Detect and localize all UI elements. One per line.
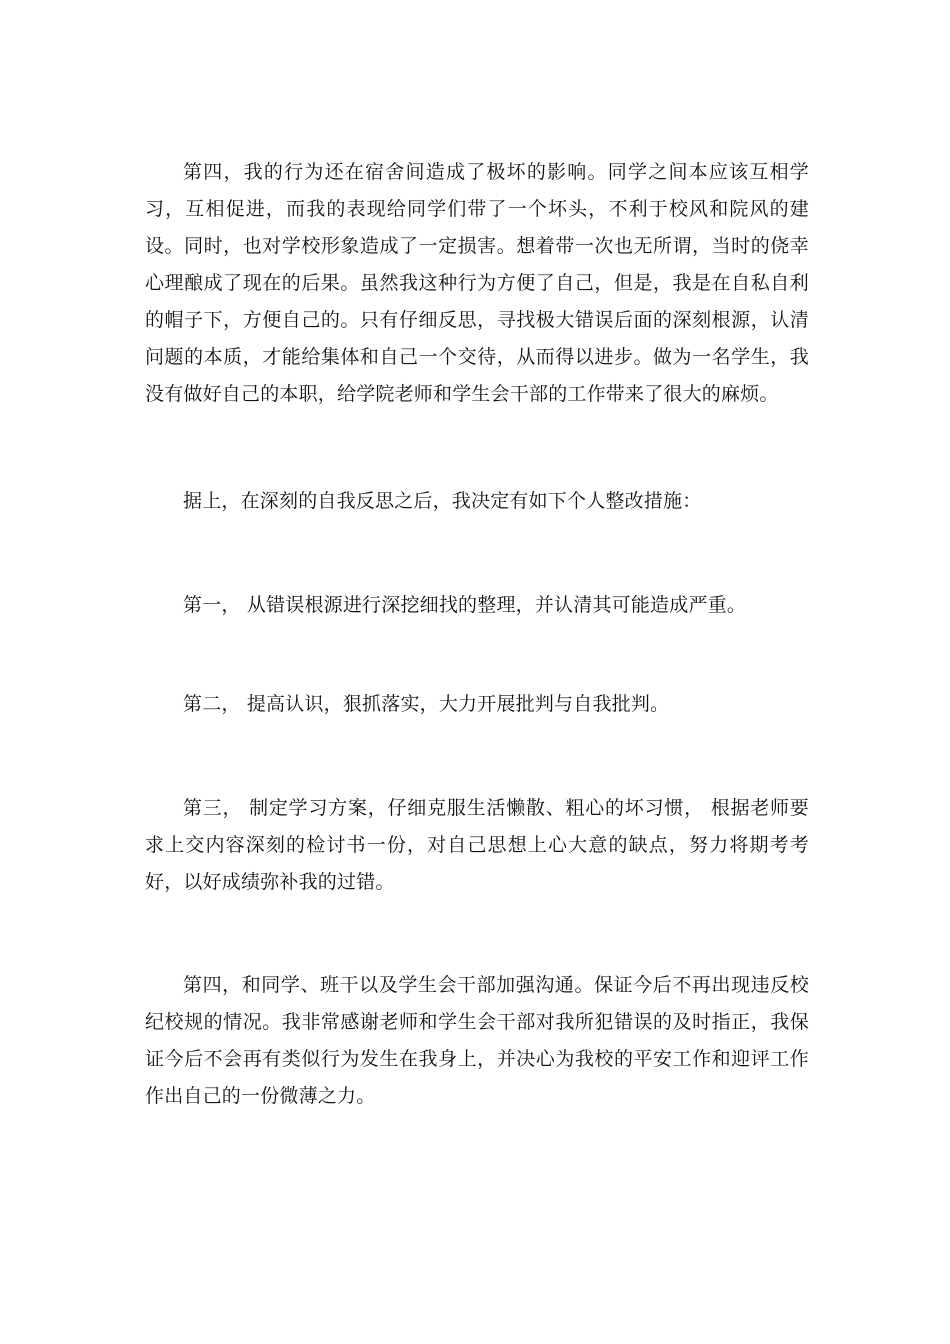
paragraph-rectification-intro: 据上，在深刻的自我反思之后，我决定有如下个人整改措施： bbox=[183, 490, 702, 512]
paragraph-measure-4: 第四，和同学、班干以及学生会干部加强沟通。保证今后不再出现违反校纪校规的情况。我非常感谢老师和学生会干部对我所犯错误的及时指正，我保证今后不会再有类似行为发生在我身上，并决心为我校的平安工作和迎评工作作出自己的一份微薄之力。 bbox=[145, 974, 809, 1107]
paragraph-dormitory-impact: 第四，我的行为还在宿舍间造成了极坏的影响。同学之间本应该互相学习，互相促进，而我的表现给同学们带了一个坏头，不利于校风和院风的建设。同时，也对学校形象造成了一定损害。想着带一次也无所谓，当时的侥幸心理酿成了现在的后果。虽然我这种行为方便了自己，但是，我是在自私自利的帽子下，方便自己的。只有仔细反思，寻找极大错误后面的深刻根源，认清问题的本质，才能给集体和自己一个交待，从而得以进步。做为一名学生，我没有做好自己的本职，给学院老师和学生会干部的工作带来了很大的麻烦。 bbox=[145, 161, 809, 405]
paragraph-measure-2: 第二， 提高认识，狠抓落实，大力开展批判与自我批判。 bbox=[183, 693, 670, 715]
paragraph-measure-3: 第三， 制定学习方案，仔细克服生活懒散、粗心的坏习惯， 根据老师要求上交内容深刻的检讨书一份，对自己思想上心大意的缺点，努力将期考考好，以好成绩弥补我的过错。 bbox=[145, 797, 809, 893]
paragraph-measure-1: 第一， 从错误根源进行深挖细找的整理，并认清其可能造成严重。 bbox=[183, 594, 747, 616]
